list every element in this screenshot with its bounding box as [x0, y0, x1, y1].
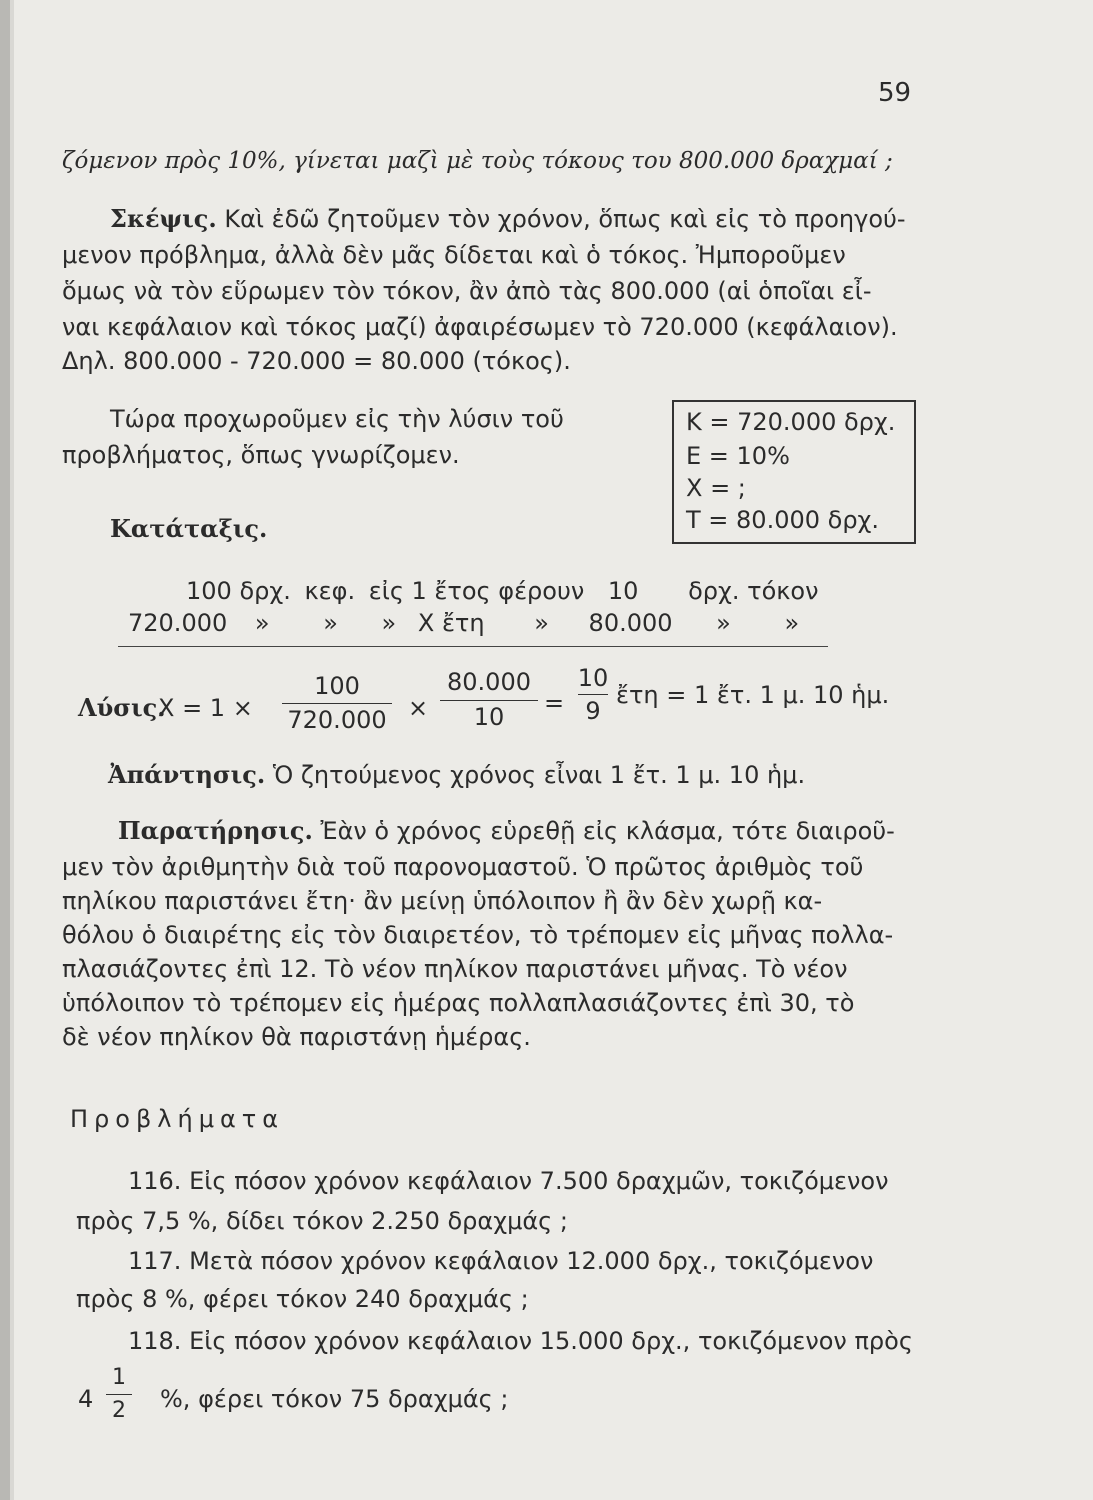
given-capital: Κ = 720.000 δρχ.	[686, 408, 896, 436]
text-line: προβλήματος, ὅπως γνωρίζομεν.	[62, 441, 460, 469]
text-line: Τώρα προχωροῦμεν εἰς τὴν λύσιν τοῦ	[110, 405, 564, 433]
solution-lhs: Χ = 1 ×	[158, 694, 253, 722]
arr-cell: εἰς 1 ἔτος φέρουν	[368, 577, 585, 605]
problems-heading: Προβλήματα	[70, 1105, 285, 1133]
fraction-3-bar	[578, 694, 608, 695]
arr-cell: 720.000	[128, 609, 228, 637]
text-line: Δηλ. 800.000 - 720.000 = 80.000 (τόκος).	[62, 347, 571, 375]
paragraph-answer	[108, 760, 805, 790]
text-line: Καὶ ἐδῶ ζητοῦμεν τὸν χρόνον, ὅπως καὶ εἰς τὸ προηγού-	[224, 205, 906, 233]
problem-116: 116. Εἰς πόσον χρόνον κεφάλαιον 7.500 δραχμῶν, τοκιζόμενον	[128, 1167, 889, 1195]
text-line: δὲ νέον πηλίκον θὰ παριστάνῃ ἡμέρας.	[62, 1023, 531, 1051]
fraction-1-denominator: 720.000	[287, 706, 387, 734]
page-edge-highlight	[10, 0, 14, 1500]
arr-cell: »	[254, 609, 270, 637]
fraction-2-numerator: 80.000	[447, 668, 531, 696]
arr-cell: »	[784, 609, 800, 637]
observation-label: Παρατήρησις.	[118, 816, 313, 845]
mixed-number-denominator: 2	[112, 1398, 126, 1423]
fraction-2-denominator: 10	[473, 703, 505, 731]
mixed-number-numerator: 1	[112, 1365, 126, 1390]
skepsis-label: Σκέψις.	[110, 204, 217, 233]
text-line: ζόμενον πρὸς 10%, γίνεται μαζὶ μὲ τοὺς τόκους του 800.000 δραχμαί ;	[62, 148, 893, 174]
text-line: μεν τὸν ἀριθμητὴν διὰ τοῦ παρονομαστοῦ. Ὁ πρῶτος ἀριθμὸς τοῦ	[62, 853, 864, 881]
givens-box	[672, 400, 916, 544]
fraction-3-denominator: 9	[585, 697, 601, 725]
text-line: πλασιάζοντες ἐπὶ 12. Τὸ νέον πηλίκον παριστάνει μῆνας. Τὸ νέον	[62, 955, 848, 983]
solution-label: Λύσις.	[78, 693, 166, 722]
text-line: ναι κεφάλαιον καὶ τόκος μαζί) ἀφαιρέσωμεν τὸ 720.000 (κεφάλαιον).	[62, 313, 898, 341]
equals-sign: =	[544, 689, 565, 717]
fraction-3-numerator: 10	[577, 664, 609, 692]
answer-label: Ἀπάντησις.	[108, 760, 266, 789]
arr-cell: κεφ.	[304, 577, 356, 605]
paragraph-skepsis	[110, 204, 906, 234]
text-line: Ἐὰν ὁ χρόνος εὑρεθῇ εἰς κλάσμα, τότε διαιροῦ-	[320, 817, 895, 845]
text-line: πηλίκου παριστάνει ἔτη· ἂν μείνῃ ὑπόλοιπον ἢ ἂν δὲν χωρῇ κα-	[62, 887, 823, 915]
text-line: θόλου ὁ διαιρέτης εἰς τὸν διαιρετέον, τὸ τρέπομεν εἰς μῆνας πολλα-	[62, 921, 894, 949]
page-number: 59	[878, 78, 912, 108]
mixed-number-whole: 4	[78, 1385, 94, 1413]
arr-cell: 100 δρχ.	[186, 577, 291, 605]
solution-result: ἔτη = 1 ἔτ. 1 μ. 10 ἡμ.	[616, 681, 890, 709]
times-sign: ×	[408, 694, 429, 722]
problem-117: 117. Μετὰ πόσον χρόνον κεφάλαιον 12.000 δρχ., τοκιζόμενον	[128, 1247, 874, 1275]
problem-118-cont: %, φέρει τόκον 75 δραχμάς ;	[160, 1385, 509, 1413]
text-line: μενον πρόβλημα, ἀλλὰ δὲν μᾶς δίδεται καὶ ὁ τόκος. Ἠμποροῦμεν	[62, 241, 846, 269]
arr-cell: »	[716, 609, 731, 637]
problem-116-cont: πρὸς 7,5 %, δίδει τόκον 2.250 δραχμάς ;	[76, 1207, 568, 1235]
arr-cell: »	[534, 609, 549, 637]
problem-117-cont: πρὸς 8 %, φέρει τόκον 240 δραχμάς ;	[76, 1285, 529, 1313]
fraction-1-numerator: 100	[314, 672, 360, 700]
arr-cell: Χ ἔτη	[417, 609, 485, 637]
text-line: ὑπόλοιπον τὸ τρέπομεν εἰς ἡμέρας πολλαπλασιάζοντες ἐπὶ 30, τὸ	[62, 989, 855, 1017]
arr-cell: »	[323, 609, 338, 637]
arrangement-row-2	[128, 608, 799, 638]
page-edge-shadow	[0, 0, 10, 1500]
given-rate: Ε = 10%	[686, 442, 790, 470]
katataxis-heading: Κατάταξις.	[110, 514, 268, 543]
fraction-2-bar	[440, 700, 538, 701]
arrangement-row-1	[186, 576, 819, 606]
mixed-number-bar	[106, 1394, 132, 1395]
arrangement-divider	[118, 646, 828, 647]
given-interest: Τ = 80.000 δρχ.	[686, 506, 880, 534]
arr-cell: δρχ. τόκον	[688, 577, 819, 605]
fraction-1-bar	[282, 703, 392, 704]
problem-118: 118. Εἰς πόσον χρόνον κεφάλαιον 15.000 δρχ., τοκιζόμενον πρὸς	[128, 1327, 913, 1355]
arr-cell: 10	[607, 577, 639, 605]
answer-text: Ὁ ζητούμενος χρόνος εἶναι 1 ἔτ. 1 μ. 10 ἡμ.	[272, 761, 806, 789]
paragraph-observation	[118, 816, 895, 846]
arr-cell: 80.000	[588, 609, 673, 637]
text-line: ὅμως νὰ τὸν εὕρωμεν τὸν τόκον, ἂν ἀπὸ τὰς 800.000 (αἱ ὁποῖαι εἶ-	[62, 277, 872, 305]
arr-cell: »	[381, 609, 397, 637]
given-time: Χ = ;	[686, 474, 746, 502]
